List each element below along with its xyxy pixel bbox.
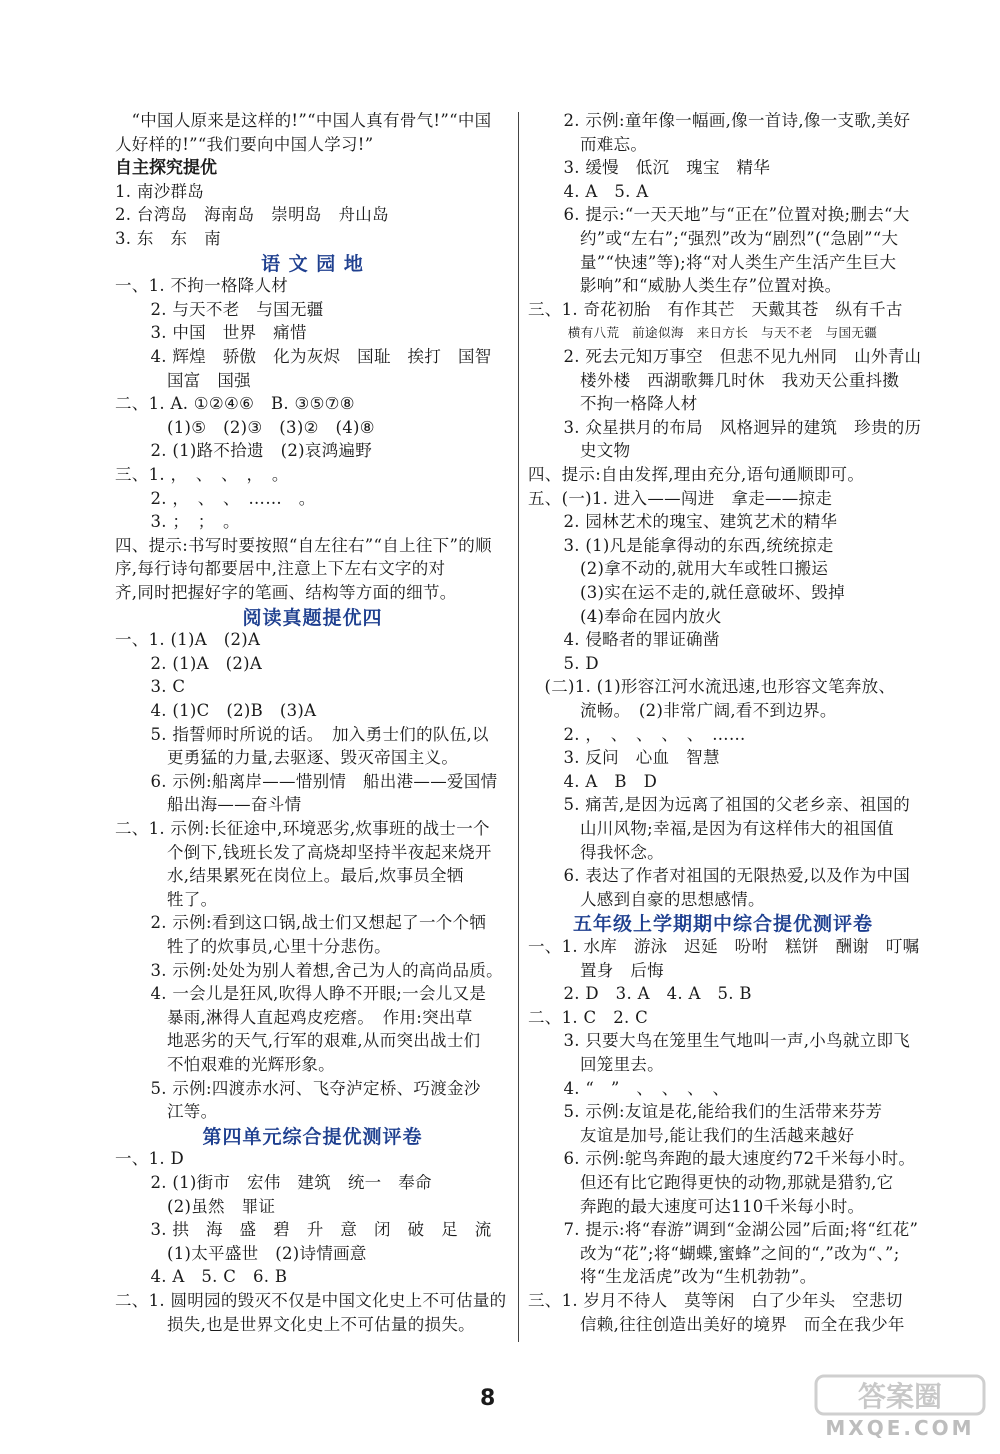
text-line: 损失,也是世界文化史上不可估量的损失。 xyxy=(166,1314,475,1334)
text-line: 3. ； ； 。 xyxy=(150,512,240,532)
text-line: 3. 示例:处处为别人着想,舍己为人的高尚品质。 xyxy=(150,960,503,980)
watermark-text: MXQE.COM xyxy=(825,1416,975,1440)
text-line: 2. (1)A (2)A xyxy=(150,653,263,673)
column-divider xyxy=(518,112,519,1342)
text-line: 2. 园林艺术的瑰宝、建筑艺术的精华 xyxy=(563,512,838,532)
text-line: 牲了的炊事员,心里十分悲伤。 xyxy=(166,937,391,956)
text-line: 4. 侵略者的罪证确凿 xyxy=(563,630,720,650)
text-line: 一、1. D xyxy=(115,1149,185,1169)
text-line: (3)实在运不走的,就任意破坏、毁掉 xyxy=(579,583,845,602)
text-line: 序,每行诗句都要居中,注意上下左右文字的对 xyxy=(115,559,446,579)
text-line: 将“生龙活虎”改为“生机勃勃”。 xyxy=(579,1267,817,1287)
text-line: 3. 中国 世界 痛惜 xyxy=(150,323,307,343)
text-line: 三、1. 岁月不待人 莫等闲 白了少年头 空悲切 xyxy=(528,1291,903,1310)
text-line: 2. 与天不老 与国无疆 xyxy=(150,299,324,319)
text-line: 1. 南沙群岛 xyxy=(115,181,205,201)
text-line: 人好样的!”“我们要向中国人学习!” xyxy=(115,134,374,154)
text-line: (二)1. (1)形容江河水流迅速,也形容文笔奔放、 xyxy=(544,677,896,697)
text-line: 2. 死去元知万事空 但悲不见九州同 山外青山 xyxy=(563,347,922,366)
text-line: 但还有比它跑得更快的动物,那就是猎豹,它 xyxy=(579,1173,894,1192)
text-line: 3. 拱 海 盛 碧 升 意 闭 破 足 流 xyxy=(150,1220,492,1240)
text-line: 4. A 5. C 6. B xyxy=(150,1267,288,1287)
text-line: 回笼里去。 xyxy=(579,1055,664,1074)
text-line: 量”“快速”等);将“对人类生产生活产生巨大 xyxy=(579,252,897,272)
text-line: 2. ， 、 、 、 、 …… xyxy=(563,724,746,744)
text-line: 二、1. 示例:长征途中,环境恶劣,炊事班的战士一个 xyxy=(115,819,490,838)
text-line: (4)奉命在园内放火 xyxy=(579,606,722,626)
text-line: 置身 后悔 xyxy=(579,960,664,980)
text-line: 3. 众星拱月的布局 风格迥异的建筑 珍贵的历 xyxy=(563,417,922,437)
text-line: 3. (1)凡是能拿得动的东西,统统掠走 xyxy=(563,535,834,555)
text-line: 6. 示例:船离岸——惜别情 船出港——爱国情 xyxy=(150,771,498,791)
section-heading: 语 文 园 地 xyxy=(261,252,364,275)
text-line: 不拘一格降人材 xyxy=(579,394,698,414)
page-number: 8 xyxy=(480,1386,496,1411)
text-line: 奔跑的最大速度可达110千米每小时。 xyxy=(579,1196,865,1216)
text-line: 暴雨,淋得人直起鸡皮疙瘩。 作用:突出草 xyxy=(166,1007,473,1027)
section-heading: 五年级上学期期中综合提优测评卷 xyxy=(572,913,873,936)
subsection-heading: 自主探究提优 xyxy=(115,158,217,179)
text-line: 3. C xyxy=(150,677,186,697)
text-line: 4. (1)C (2)B (3)A xyxy=(150,701,317,720)
text-line: 友谊是加号,能让我们的生活越来越好 xyxy=(579,1125,855,1145)
text-line: 3. 反问 心血 智慧 xyxy=(563,748,720,768)
text-line: 4. 辉煌 骄傲 化为灰烬 国耻 挨打 国智 xyxy=(150,347,492,366)
text-line: (2)虽然 罪证 xyxy=(166,1196,276,1216)
section-heading: 第四单元综合提优测评卷 xyxy=(202,1125,423,1148)
text-line: 3. 只要大鸟在笼里生气地叫一声,小鸟就立即飞 xyxy=(563,1031,911,1051)
text-line: 5. 痛苦,是因为远离了祖国的父老乡亲、祖国的 xyxy=(563,795,911,815)
text-line: 改为“花”;将“蝴蝶,蜜蜂”之间的“,”改为“、”; xyxy=(579,1243,900,1263)
text-line: 不怕艰难的光辉形象。 xyxy=(166,1055,335,1074)
text-line: 国富 国强 xyxy=(166,370,251,390)
text-line: 二、1. 圆明园的毁灭不仅是中国文化史上不可估量的 xyxy=(115,1291,507,1310)
text-line: 3. 东 东 南 xyxy=(115,229,221,248)
text-line: 6. 提示:“一天天地”与“正在”位置对换;删去“大 xyxy=(563,205,910,225)
text-line: 横有八荒 前途似海 来日方长 与天不老 与国无疆 xyxy=(567,325,878,341)
text-line: 2. ， 、 、 …… 。 xyxy=(150,488,316,508)
text-line: 水,结果累死在岗位上。最后,炊事员全牺 xyxy=(166,866,464,886)
text-line: 影响”和“威胁人类生存”位置对换。 xyxy=(579,276,842,296)
text-line: 5. 示例:友谊是花,能给我们的生活带来芬芳 xyxy=(563,1102,883,1122)
text-line: 牲了。 xyxy=(166,889,218,909)
text-line: 二、1. C 2. C xyxy=(528,1007,649,1027)
text-line: 四、提示:书写时要按照“自左往右”“自上往下”的顺 xyxy=(115,535,492,555)
text-line: 一、1. 不拘一格降人材 xyxy=(115,276,289,296)
text-line: 2. 示例:看到这口锅,战士们又想起了一个个牺 xyxy=(150,913,487,933)
text-line: 而难忘。 xyxy=(579,134,648,154)
text-line: 三、1. 奇花初胎 有作其芒 天戴其苍 纵有千古 xyxy=(528,299,903,319)
text-line: 三、1. ， 、 、 ， 。 xyxy=(115,465,289,484)
text-line: 3. 缓慢 低沉 瑰宝 精华 xyxy=(563,158,771,178)
text-line: 四、提示:自由发挥,理由充分,语句通顺即可。 xyxy=(528,465,865,484)
text-line: 2. 示例:童年像一幅画,像一首诗,像一支歌,美好 xyxy=(563,111,911,130)
text-line: 6. 示例:鸵鸟奔跑的最大速度约72千米每小时。 xyxy=(563,1149,916,1169)
text-line: (2)拿不动的,就用大车或牲口搬运 xyxy=(579,559,829,579)
text-line: 流畅。 (2)非常广阔,看不到边界。 xyxy=(579,701,837,720)
text-line: 2. D 3. A 4. A 5. B xyxy=(563,984,752,1004)
text-line: 2. (1)路不拾遗 (2)哀鸿遍野 xyxy=(150,441,373,461)
text-line: (1)太平盛世 (2)诗情画意 xyxy=(166,1243,367,1263)
text-line: 齐,同时把握好字的笔画、结构等方面的细节。 xyxy=(115,583,457,602)
text-line: 更勇猛的力量,去驱逐、毁灭帝国主义。 xyxy=(166,748,459,768)
text-line: 二、1. A. ①②④⑥ B. ③⑤⑦⑧ xyxy=(115,394,355,414)
text-line: 4. A 5. A xyxy=(563,181,649,201)
watermark-top: 答案圈 xyxy=(857,1380,943,1413)
text-line: (1)⑤ (2)③ (3)② (4)⑧ xyxy=(166,417,375,437)
text-line: 5. 示例:四渡赤水河、飞夺泸定桥、巧渡金沙 xyxy=(150,1078,481,1098)
text-line: 江等。 xyxy=(166,1102,218,1122)
text-line: “中国人原来是这样的!”“中国人真有骨气!”“中国 xyxy=(131,111,492,130)
text-line: 约”或“左右”;“强烈”改为“剧烈”(“急剧”“大 xyxy=(579,229,899,248)
text-line: 6. 表达了作者对祖国的无限热爱,以及作为中国 xyxy=(563,866,911,886)
text-line: 山川风物;幸福,是因为有这样伟大的祖国值 xyxy=(579,819,894,838)
text-line: 楼外楼 西湖歌舞几时休 我劝天公重抖擞 xyxy=(579,370,900,390)
text-line: 一、1. (1)A (2)A xyxy=(115,630,261,650)
text-line: 信赖,往往创造出美好的境界 而全在我少年 xyxy=(579,1314,905,1334)
watermark-logo xyxy=(812,1372,988,1442)
text-line: 人感到自豪的思想感情。 xyxy=(579,889,765,909)
section-heading: 阅读真题提优四 xyxy=(242,606,383,629)
text-line: 4. A B D xyxy=(563,771,658,791)
text-line: 4. 一会儿是狂风,吹得人睁不开眼;一会儿又是 xyxy=(150,984,487,1004)
text-line: 船出海——奋斗情 xyxy=(166,795,302,815)
text-line: 一、1. 水库 游泳 迟延 吩咐 糕饼 酬谢 叮嘱 xyxy=(528,937,920,956)
text-line: 地恶劣的天气,行军的艰难,从而突出战士们 xyxy=(166,1031,481,1051)
text-line: 5. 指誓师时所说的话。 加入勇士们的队伍,以 xyxy=(150,724,489,744)
text-line: 五、(一)1. 进入——闯进 拿走——掠走 xyxy=(528,488,833,508)
text-line: 个倒下,钱班长发了高烧却坚持半夜起来烧开 xyxy=(166,842,492,862)
text-line: 得我怀念。 xyxy=(579,842,664,862)
text-line: 7. 提示:将“春游”调到“金湖公园”后面;将“红花” xyxy=(563,1220,919,1240)
text-line: 5. D xyxy=(563,653,599,673)
watermark-shape-icon xyxy=(812,1372,988,1418)
text-line: 4. “ ” 、 、 、 、 xyxy=(563,1078,730,1098)
text-line: 2. (1)街市 宏伟 建筑 统一 奉命 xyxy=(150,1173,432,1192)
text-line: 2. 台湾岛 海南岛 崇明岛 舟山岛 xyxy=(115,205,389,225)
text-line: 史文物 xyxy=(579,441,631,461)
